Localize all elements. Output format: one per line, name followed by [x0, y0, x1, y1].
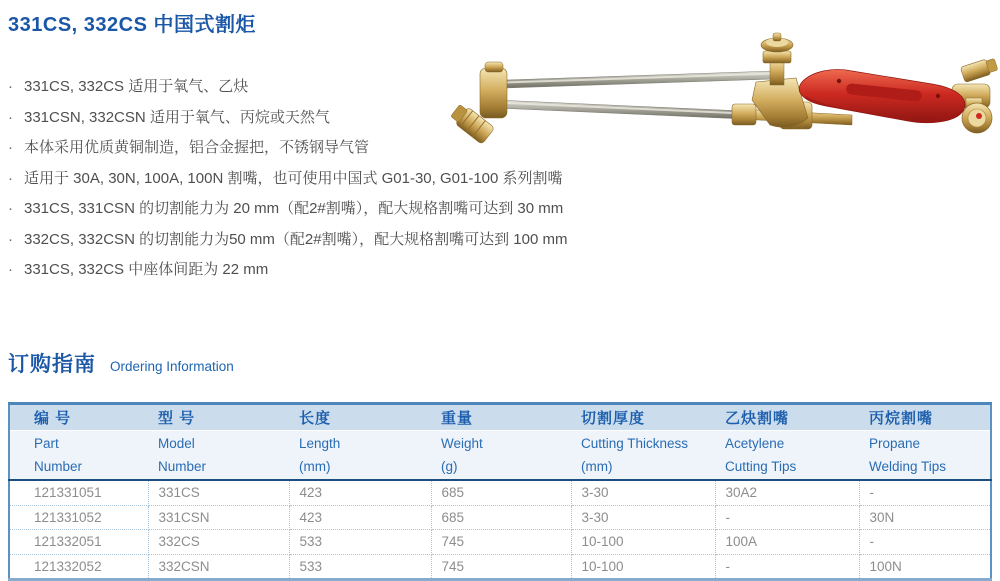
section-title-en: Ordering Information	[110, 359, 234, 374]
cell-propane-tip: -	[859, 530, 991, 555]
col-header-model-zh: 型 号	[148, 404, 289, 431]
cell-part-number: 121332051	[9, 530, 148, 555]
col-header-length-zh: 长度	[289, 404, 431, 431]
cell-weight: 685	[431, 480, 571, 505]
cell-thickness: 10-100	[571, 530, 715, 555]
bullet-icon: ·	[8, 108, 13, 126]
cell-weight: 745	[431, 554, 571, 580]
page-title: 331CS, 332CS 中国式割炬	[8, 14, 256, 36]
col-header-thickness-zh: 切割厚度	[571, 404, 715, 431]
table-header-zh	[9, 404, 991, 431]
cell-thickness: 3-30	[571, 505, 715, 530]
feature-text: 332CS, 332CSN 的切割能力为50 mm（配2#割嘴），配大规格割嘴可达到 100 mm	[24, 230, 568, 248]
cell-acetylene-tip: -	[715, 505, 859, 530]
cell-propane-tip: -	[859, 480, 991, 505]
table-row	[9, 480, 991, 505]
feature-item	[8, 255, 648, 286]
bullet-icon: ·	[8, 200, 13, 217]
col-header-model-en: Model Number	[148, 431, 289, 481]
bullet-icon: ·	[8, 78, 13, 95]
cutting-torch-image	[440, 26, 1000, 150]
section-title-zh: 订购指南	[8, 353, 96, 376]
feature-item	[8, 194, 648, 225]
col-header-length-en: Length (mm)	[289, 431, 431, 481]
cell-length: 423	[289, 480, 431, 505]
cell-thickness: 10-100	[571, 554, 715, 580]
col-header-weight-zh: 重量	[431, 404, 571, 431]
col-header-propane-en: Propane Welding Tips	[859, 431, 991, 481]
feature-text: 331CS, 331CSN 的切割能力为 20 mm（配2#割嘴），配大规格割嘴可达到 30 mm	[24, 200, 564, 217]
col-header-acetylene-en: Acetylene Cutting Tips	[715, 431, 859, 481]
col-header-weight-en: Weight (g)	[431, 431, 571, 481]
cell-thickness: 3-30	[571, 480, 715, 505]
col-header-propane-zh: 丙烷割嘴	[859, 404, 991, 431]
cell-model: 331CSN	[148, 505, 289, 530]
cell-part-number: 121331052	[9, 505, 148, 530]
col-header-part-zh: 编 号	[9, 404, 148, 431]
feature-text: 331CS, 332CS 中座体间距为 22 mm	[24, 261, 269, 278]
cell-propane-tip: 30N	[859, 505, 991, 530]
table-row	[9, 530, 991, 555]
bullet-icon: ·	[8, 169, 13, 187]
cell-part-number: 121332052	[9, 554, 148, 580]
col-header-part-en: Part Number	[9, 431, 148, 481]
cell-propane-tip: 100N	[869, 558, 902, 574]
cell-part-number: 121331051	[9, 480, 148, 505]
bullet-icon: ·	[8, 139, 13, 156]
col-header-acetylene-zh: 乙炔割嘴	[715, 404, 859, 431]
cell-acetylene-tip: 30A2	[715, 480, 859, 505]
col-header-thickness-en: Cutting Thickness (mm)	[571, 431, 715, 481]
cell-model: 332CS	[148, 530, 289, 555]
cell-length: 533	[289, 554, 431, 580]
table-header-en	[9, 431, 991, 481]
feature-text: 本体采用优质黄铜制造，铝合金握把，不锈钢导气管	[24, 139, 370, 156]
bullet-icon: ·	[8, 230, 13, 248]
bullet-icon: ·	[8, 261, 13, 278]
cell-weight: 745	[431, 530, 571, 555]
cell-weight: 685	[431, 505, 571, 530]
cell-model: 332CSN	[148, 554, 289, 580]
feature-item	[8, 164, 648, 195]
table-row	[9, 554, 991, 580]
feature-text: 331CSN, 332CSN 适用于氧气、丙烷或天然气	[24, 108, 330, 126]
cutting-torch-illustration	[440, 26, 1000, 150]
cell-acetylene-tip: 100A	[715, 530, 859, 555]
table-row	[9, 505, 991, 530]
ordering-section-heading	[8, 348, 234, 378]
feature-text: 适用于 30A, 30N, 100A, 100N 割嘴，也可使用中国式 G01-30, G01-100 系列割嘴	[24, 169, 563, 187]
cell-length: 423	[289, 505, 431, 530]
cell-model: 331CS	[148, 480, 289, 505]
feature-text: 331CS, 332CS 适用于氧气、乙炔	[24, 78, 249, 95]
feature-item	[8, 225, 648, 256]
ordering-table	[8, 402, 992, 581]
cell-acetylene-tip: -	[715, 554, 859, 580]
cell-length: 533	[289, 530, 431, 555]
